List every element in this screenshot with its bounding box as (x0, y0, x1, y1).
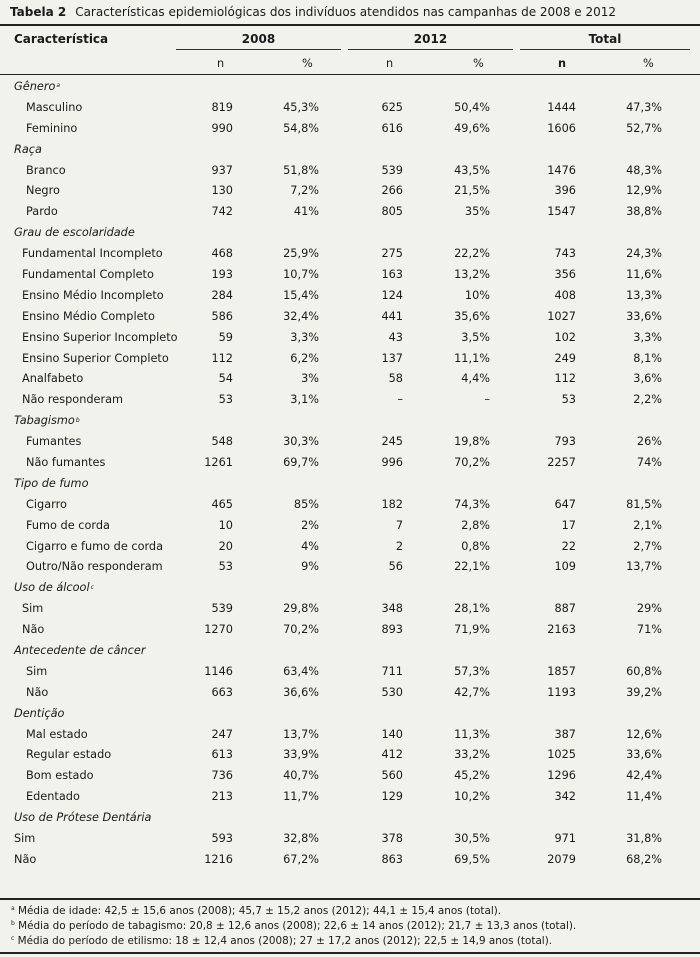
cell-pct-total: 26% (636, 435, 662, 449)
table-row (0, 180, 700, 201)
row-label: Ensino Médio Completo (22, 309, 155, 323)
cell-n-2012: 266 (381, 184, 403, 198)
cell-n-total: 109 (554, 560, 576, 574)
row-label: Regular estado (26, 748, 112, 762)
cell-pct-2012: 45,2% (454, 769, 490, 783)
cell-n-2008: 53 (218, 393, 233, 407)
cell-pct-total: 2,7% (633, 539, 662, 553)
footnote-text: Média do período de etilismo: 18 ± 12,4 anos (2008); 27 ± 17,2 anos (2012); 22,5 ± 14,9 anos (total). (17, 935, 553, 947)
cell-n-2012: 560 (381, 769, 403, 783)
cell-pct-2012: 13,2% (454, 267, 490, 281)
row-label: Analfabeto (22, 372, 84, 386)
cell-n-total: 102 (554, 330, 576, 344)
row-label: Não (26, 685, 49, 699)
cell-n-total: 342 (554, 790, 576, 804)
cell-n-2012: 441 (381, 309, 403, 323)
footnote-text: Média de idade: 42,5 ± 15,6 anos (2008); 45,7 ± 15,2 anos (2012); 44,1 ± 15,4 anos (total). (18, 905, 502, 917)
cell-n-2008: 20 (218, 539, 233, 553)
table-row (0, 97, 700, 118)
row-label: Sim (26, 664, 48, 678)
cell-n-2008: 468 (211, 247, 233, 261)
cell-pct-2008: 4% (301, 539, 319, 553)
table-row (0, 285, 700, 306)
cell-n-2008: 1270 (204, 623, 233, 637)
cell-n-2012: 245 (381, 435, 403, 449)
cell-pct-total: 2,2% (633, 393, 662, 407)
row-label: Não (22, 623, 45, 637)
cell-n-2012: 863 (381, 852, 403, 866)
cell-n-2012: 182 (381, 497, 403, 511)
cell-n-2008: 1216 (204, 852, 233, 866)
header-subcol-row (0, 52, 700, 75)
cell-n-2008: 736 (211, 769, 233, 783)
cell-pct-2008: 70,2% (283, 623, 319, 637)
table-row (0, 389, 700, 410)
cell-pct-2012: 30,5% (454, 832, 490, 845)
cell-n-2008: 593 (211, 832, 233, 845)
cell-pct-total: 68,2% (626, 852, 662, 866)
cell-pct-2008: 7,2% (290, 184, 319, 198)
category-text: Uso de álcool (14, 581, 90, 595)
cell-n-2012: 56 (388, 560, 403, 574)
cell-n-2008: 586 (211, 309, 233, 323)
cell-n-total: 2163 (547, 623, 576, 637)
header-characteristic: Característica (14, 32, 109, 46)
table-row (0, 243, 700, 264)
table-row (0, 368, 700, 389)
footnote-mark: b (11, 919, 15, 927)
cell-pct-2012: 69,5% (454, 852, 490, 866)
cell-n-2012: 2 (395, 539, 403, 553)
cell-pct-2008: 3,1% (290, 393, 319, 407)
cell-n-2012: 805 (381, 205, 403, 219)
table-row (0, 619, 700, 640)
cell-n-2008: 284 (211, 288, 233, 302)
cell-n-2012: 625 (381, 100, 403, 114)
row-label: Sim (14, 832, 36, 845)
subcol-pct-total: % (643, 56, 654, 70)
cell-pct-2008: 11,7% (283, 790, 319, 804)
table-header (0, 26, 700, 75)
cell-n-total: 53 (561, 393, 576, 407)
category-label (14, 473, 88, 494)
row-label: Não responderam (22, 393, 124, 407)
table-row (0, 536, 700, 557)
cell-pct-total: 11,6% (626, 267, 662, 281)
cell-pct-2008: 54,8% (283, 121, 319, 135)
cell-n-2012: 163 (381, 267, 403, 281)
table-row (0, 306, 700, 327)
cell-n-total: 2079 (547, 852, 576, 866)
table-row (0, 598, 700, 619)
cell-pct-2012: 28,1% (454, 602, 490, 616)
category-text: Antecedente de câncer (14, 643, 146, 657)
table-number: Tabela 2 (10, 5, 67, 19)
cell-n-total: 387 (554, 727, 576, 741)
cell-pct-total: 13,3% (626, 288, 662, 302)
table-title: Características epidemiológicas dos indivíduos atendidos nas campanhas de 2008 e 2012 (75, 5, 617, 19)
cell-n-2008: 130 (211, 184, 233, 198)
table-row (0, 786, 700, 807)
category-row (0, 473, 700, 494)
cell-pct-total: 11,4% (626, 790, 662, 804)
group-underline-total (520, 49, 690, 50)
cell-pct-2012: 11,3% (454, 727, 490, 741)
cell-n-2012: – (397, 393, 403, 407)
table-row (0, 201, 700, 222)
category-row (0, 410, 700, 431)
cell-n-2008: 1146 (204, 664, 233, 678)
cell-n-2008: 53 (218, 560, 233, 574)
cell-n-2008: 937 (211, 163, 233, 177)
cell-n-2012: 539 (381, 163, 403, 177)
category-text: Uso de Prótese Dentária (14, 811, 152, 825)
cell-pct-2008: 2% (301, 518, 319, 532)
row-label: Negro (26, 184, 60, 198)
cell-n-total: 1027 (547, 309, 576, 323)
cell-n-2008: 819 (211, 100, 233, 114)
cell-n-2012: 378 (381, 832, 403, 845)
footnote-text: Média do período de tabagismo: 20,8 ± 12,6 anos (2008); 22,6 ± 14 anos (2012); 21,7 ± 13,3 anos (total). (18, 920, 577, 932)
cell-n-2008: 548 (211, 435, 233, 449)
cell-pct-2012: 22,2% (454, 247, 490, 261)
cell-n-total: 249 (554, 351, 576, 365)
cell-pct-2008: 67,2% (283, 852, 319, 866)
cell-pct-2012: 49,6% (454, 121, 490, 135)
category-row (0, 76, 700, 97)
cell-n-total: 112 (554, 372, 576, 386)
cell-n-total: 1547 (547, 205, 576, 219)
cell-n-total: 396 (554, 184, 576, 198)
cell-pct-2008: 13,7% (283, 727, 319, 741)
row-label: Cigarro (26, 497, 67, 511)
cell-n-2012: 996 (381, 455, 403, 469)
cell-n-2012: 124 (381, 288, 403, 302)
cell-pct-total: 29% (636, 602, 662, 616)
cell-n-2008: 213 (211, 790, 233, 804)
cell-n-total: 743 (554, 247, 576, 261)
cell-n-2012: 7 (395, 518, 403, 532)
row-label: Fumantes (26, 435, 82, 449)
row-label: Pardo (26, 205, 58, 219)
cell-pct-2008: 63,4% (283, 664, 319, 678)
cell-pct-total: 60,8% (626, 664, 662, 678)
cell-pct-2012: 33,2% (454, 748, 490, 762)
table-row (0, 828, 700, 849)
row-label: Ensino Médio Incompleto (22, 288, 164, 302)
cell-pct-total: 42,4% (626, 769, 662, 783)
cell-pct-2008: 9% (301, 560, 319, 574)
cell-n-total: 1444 (547, 100, 576, 114)
cell-pct-2012: 11,1% (454, 351, 490, 365)
cell-n-2008: 10 (218, 518, 233, 532)
cell-pct-2012: 43,5% (454, 163, 490, 177)
cell-pct-2012: 4,4% (461, 372, 490, 386)
cell-n-total: 647 (554, 497, 576, 511)
category-label (14, 703, 64, 724)
table-row (0, 348, 700, 369)
cell-pct-total: 12,6% (626, 727, 662, 741)
cell-n-total: 1193 (547, 685, 576, 699)
subcol-pct-2008: % (302, 56, 313, 70)
cell-pct-total: 48,3% (626, 163, 662, 177)
header-group-2008: 2008 (241, 32, 276, 46)
row-label: Feminino (26, 121, 78, 135)
cell-n-2012: 137 (381, 351, 403, 365)
cell-pct-2012: 19,8% (454, 435, 490, 449)
row-label: Fundamental Completo (22, 267, 154, 281)
cell-n-2008: 465 (211, 497, 233, 511)
cell-n-total: 408 (554, 288, 576, 302)
cell-pct-2012: 22,1% (454, 560, 490, 574)
subcol-n-2008: n (217, 56, 225, 70)
cell-pct-2008: 69,7% (283, 455, 319, 469)
cell-pct-total: 47,3% (626, 100, 662, 114)
footnote-b (10, 919, 690, 934)
row-label: Masculino (26, 100, 83, 114)
row-label: Fundamental Incompleto (22, 247, 163, 261)
cell-pct-2012: 35% (464, 205, 490, 219)
footnote-a (10, 904, 690, 919)
cell-n-2012: 893 (381, 623, 403, 637)
cell-n-2008: 663 (211, 685, 233, 699)
table-row (0, 682, 700, 703)
cell-n-2008: 539 (211, 602, 233, 616)
header-group-row (0, 26, 700, 52)
cell-pct-2008: 3,3% (290, 330, 319, 344)
cell-n-2012: 412 (381, 748, 403, 762)
cell-pct-total: 52,7% (626, 121, 662, 135)
cell-pct-2008: 45,3% (283, 100, 319, 114)
category-row (0, 807, 700, 828)
cell-pct-total: 24,3% (626, 247, 662, 261)
cell-pct-2012: 2,8% (461, 518, 490, 532)
cell-pct-2008: 15,4% (283, 288, 319, 302)
cell-n-total: 793 (554, 435, 576, 449)
cell-n-total: 971 (554, 832, 576, 845)
cell-n-2012: 530 (381, 685, 403, 699)
table-row (0, 556, 700, 577)
cell-pct-total: 38,8% (626, 205, 662, 219)
table-caption (0, 0, 700, 26)
cell-pct-2012: 10,2% (454, 790, 490, 804)
cell-pct-2012: 10% (464, 288, 490, 302)
cell-pct-2008: 41% (293, 205, 319, 219)
cell-pct-2008: 6,2% (290, 351, 319, 365)
cell-pct-2008: 3% (301, 372, 319, 386)
cell-n-total: 2257 (547, 455, 576, 469)
cell-pct-2008: 25,9% (283, 247, 319, 261)
cell-pct-total: 33,6% (626, 309, 662, 323)
subcol-n-2012: n (386, 56, 394, 70)
cell-n-2008: 247 (211, 727, 233, 741)
category-label: Uso de álcool c (14, 581, 94, 595)
cell-pct-2008: 33,9% (283, 748, 319, 762)
row-label: Ensino Superior Completo (22, 351, 169, 365)
cell-n-2008: 742 (211, 205, 233, 219)
header-group-total: Total (588, 32, 622, 46)
cell-pct-total: 39,2% (626, 685, 662, 699)
cell-n-2012: 140 (381, 727, 403, 741)
footnote-c (10, 934, 690, 949)
cell-pct-total: 12,9% (626, 184, 662, 198)
category-label (14, 139, 42, 160)
cell-pct-2008: 10,7% (283, 267, 319, 281)
cell-n-total: 1606 (547, 121, 576, 135)
cell-pct-total: 13,7% (626, 560, 662, 574)
cell-pct-2012: 35,6% (454, 309, 490, 323)
category-label (14, 222, 135, 243)
row-label: Branco (26, 163, 66, 177)
table-row (0, 849, 700, 870)
category-text: Gênero (14, 79, 56, 93)
category-row (0, 577, 700, 598)
category-label (14, 807, 151, 828)
cell-pct-total: 81,5% (626, 497, 662, 511)
row-label: Ensino Superior Incompleto (22, 330, 178, 344)
category-text: Tipo de fumo (14, 476, 89, 490)
category-row (0, 703, 700, 724)
cell-pct-2012: 74,3% (454, 497, 490, 511)
cell-n-total: 1025 (547, 748, 576, 762)
cell-n-total: 887 (554, 602, 576, 616)
cell-n-2008: 112 (211, 351, 233, 365)
cell-pct-2012: 70,2% (454, 455, 490, 469)
cell-n-2012: 616 (381, 121, 403, 135)
cell-pct-total: 2,1% (633, 518, 662, 532)
cell-n-total: 1857 (547, 664, 576, 678)
table-footnotes (0, 898, 700, 949)
cell-pct-2008: 32,4% (283, 309, 319, 323)
category-text: Raça (14, 142, 42, 156)
row-label: Bom estado (26, 769, 94, 783)
cell-pct-total: 3,3% (633, 330, 662, 344)
category-text: Grau de escolaridade (14, 226, 135, 240)
subcol-n-total: n (558, 56, 567, 70)
cell-pct-total: 71% (636, 623, 662, 637)
cell-pct-total: 33,6% (626, 748, 662, 762)
cell-pct-2012: 42,7% (454, 685, 490, 699)
cell-pct-2008: 32,8% (283, 832, 319, 845)
cell-pct-2008: 85% (293, 497, 319, 511)
cell-pct-total: 3,6% (633, 372, 662, 386)
row-label: Outro/Não responderam (26, 560, 163, 574)
table-row (0, 327, 700, 348)
cell-n-2008: 193 (211, 267, 233, 281)
row-label: Cigarro e fumo de corda (26, 539, 164, 553)
subcol-pct-2012: % (473, 56, 484, 70)
category-row (0, 139, 700, 160)
cell-n-total: 1296 (547, 769, 576, 783)
cell-pct-2012: 3,5% (461, 330, 490, 344)
cell-pct-total: 74% (636, 455, 662, 469)
cell-n-2008: 1261 (204, 455, 233, 469)
cell-pct-2012: 71,9% (454, 623, 490, 637)
table-row (0, 745, 700, 766)
group-underline-2012 (348, 49, 513, 50)
row-label: Sim (22, 602, 44, 616)
cell-n-2012: 43 (388, 330, 403, 344)
category-label (14, 640, 146, 661)
cell-pct-2012: 50,4% (454, 100, 490, 114)
cell-pct-2008: 40,7% (283, 769, 319, 783)
cell-n-2008: 54 (218, 372, 233, 386)
cell-n-2008: 990 (211, 121, 233, 135)
cell-n-total: 22 (561, 539, 576, 553)
header-group-2012: 2012 (413, 32, 448, 46)
table-row (0, 264, 700, 285)
group-underline-2008 (176, 49, 341, 50)
cell-n-2012: 275 (381, 247, 403, 261)
cell-n-2008: 613 (211, 748, 233, 762)
cell-pct-total: 31,8% (626, 832, 662, 845)
table-row (0, 724, 700, 745)
table-row (0, 515, 700, 536)
table-row (0, 160, 700, 181)
cell-pct-2012: 57,3% (454, 664, 490, 678)
cell-n-2012: 58 (388, 372, 403, 386)
row-label: Edentado (26, 790, 80, 804)
cell-n-2012: 711 (381, 664, 403, 678)
category-text: Tabagismo (14, 414, 75, 428)
table-row (0, 431, 700, 452)
cell-pct-2012: 21,5% (454, 184, 490, 198)
table-row (0, 494, 700, 515)
cell-pct-total: 8,1% (633, 351, 662, 365)
category-row (0, 222, 700, 243)
cell-n-total: 17 (561, 518, 576, 532)
row-label: Fumo de corda (26, 518, 110, 532)
cell-pct-2008: 51,8% (283, 163, 319, 177)
cell-n-2012: 129 (381, 790, 403, 804)
category-label: Tabagismo b (14, 414, 80, 428)
category-label: Gênero a (14, 79, 61, 93)
cell-pct-2008: 30,3% (283, 435, 319, 449)
table-body (0, 76, 700, 870)
table-row (0, 661, 700, 682)
table-row (0, 452, 700, 473)
row-label: Mal estado (26, 727, 88, 741)
cell-pct-2008: 29,8% (283, 602, 319, 616)
cell-pct-2012: – (484, 393, 490, 407)
footnote-mark: a (11, 904, 15, 912)
table-row (0, 118, 700, 139)
cell-pct-2012: 0,8% (461, 539, 490, 553)
category-row (0, 640, 700, 661)
category-text: Dentição (14, 706, 65, 720)
cell-pct-2008: 36,6% (283, 685, 319, 699)
cell-n-2008: 59 (218, 330, 233, 344)
cell-n-total: 356 (554, 267, 576, 281)
row-label: Não fumantes (26, 455, 106, 469)
row-label: Não (14, 852, 37, 866)
footnote-mark: c (11, 934, 15, 942)
cell-n-2012: 348 (381, 602, 403, 616)
cell-n-total: 1476 (547, 163, 576, 177)
table-bottom-rule (0, 952, 700, 954)
table-row (0, 765, 700, 786)
